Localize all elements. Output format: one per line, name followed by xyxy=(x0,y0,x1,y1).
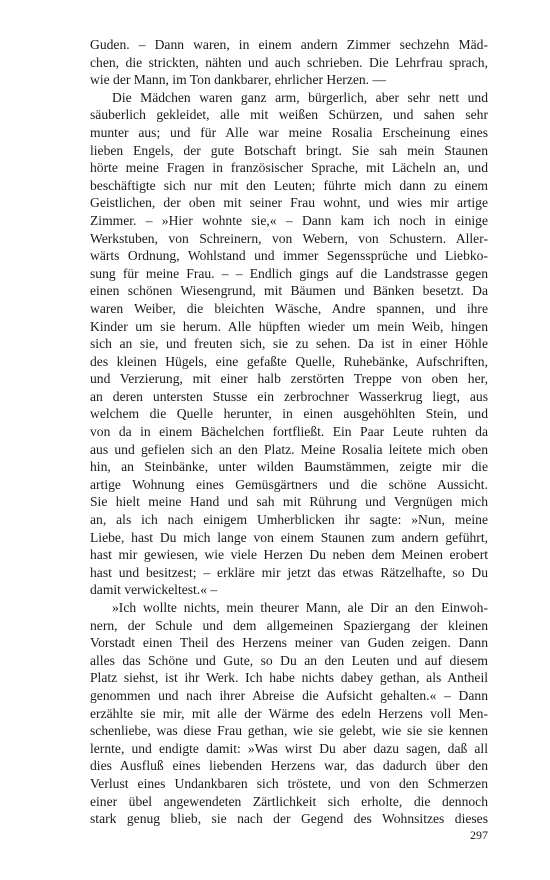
text-line: wie der Mann, im Ton dankbarer, ehrlicher Herzen. –– xyxy=(90,72,387,88)
text-line: lieben Engels, der gute Botschaft bringt. Sie sah mein Staunen xyxy=(90,142,488,158)
text-line: chen, die strickten, nähten und auch schrieben. Die Lehrfrau sprach, xyxy=(90,54,488,70)
text-line: schenliebe, was diese Frau gethan, wie sie gelebt, wie sie sie kennen xyxy=(90,723,488,739)
text-line: munter aus; und für Alle war meine Rosalia Erscheinung eines xyxy=(90,124,488,140)
text-line: säuberlich gekleidet, alle mit weißen Schürzen, und sahen sehr xyxy=(90,107,488,123)
text-line: beschäftigte sich nur mit den Leuten; führte mich dann zu einem xyxy=(90,177,488,193)
text-line: Vorstadt einen Theil des Herzens meiner van Guden zeigen. Dann xyxy=(90,635,488,651)
text-line: des kleinen Hügels, eine gefaßte Quelle, Ruhebänke, Aufschriften, xyxy=(90,353,488,369)
text-line: lernte, und endigte damit: »Was wirst Du aber dazu sagen, daß all xyxy=(90,740,488,756)
text-line: hin, an Steinbänke, unter wilden Baumstämmen, zeigte mir die xyxy=(90,459,488,475)
text-line: waren Weiber, die bleichten Wäsche, Andre spannen, und ihre xyxy=(90,300,488,316)
text-line: Zimmer. – »Hier wohnte sie,« – Dann kam ich noch in einige xyxy=(90,212,488,228)
text-line: einer übel angewendeten Zärtlichkeit sich erholte, die dennoch xyxy=(90,793,488,809)
text-line: Kinder um sie herum. Alle hüpften wieder um mein Weib, hingen xyxy=(90,318,488,334)
text-line: nern, der Schule und dem allgemeinen Spaziergang der kleinen xyxy=(90,617,488,633)
text-line: Verlust eines Undankbaren sich tröstete, und von den Schmerzen xyxy=(90,775,488,791)
text-line: wärts Ordnung, Wohlstand und immer Segenssprüche und Liebko- xyxy=(90,248,488,264)
text-line: Geistlichen, der oben mit seiner Frau wohnt, und wies mir artige xyxy=(90,195,488,211)
text-line: hast mir gewiesen, wie viele Herzen Du neben dem Meinen erobert xyxy=(90,547,488,563)
text-line: hörte meine Fragen in französischer Sprache, mit Lächeln an, und xyxy=(90,160,488,176)
text-line: welchem die Quelle herunter, in einen ausgehöhlten Stein, und xyxy=(90,406,488,422)
text-line: genommen und nach ihrer Abreise die Aufsicht gehalten.« – Dann xyxy=(90,687,488,703)
text-line: einen schönen Wiesengrund, mit Bäumen und Bänken besetzt. Da xyxy=(90,283,488,299)
text-line: Guden. – Dann waren, in einem andern Zimmer sechzehn Mäd- xyxy=(90,37,488,52)
text-line: Werkstuben, von Schreinern, von Webern, von Schustern. Aller- xyxy=(90,230,488,246)
body-text xyxy=(90,36,488,828)
text-line: stark genug blieb, sie nach der Gegend des Wohnsitzes dieses xyxy=(90,811,488,827)
text-line: dies Ausfluß eines liebenden Herzens war, das dadurch über den xyxy=(90,758,488,774)
text-line: Sie hielt meine Hand und sah mit Rührung und Vergnügen mich xyxy=(90,494,488,510)
text-line: und Verzierung, mit einer halb zerstörten Treppe von oben her, xyxy=(90,371,488,387)
text-line: damit verwickeltest.« – xyxy=(90,582,218,598)
text-line: Die Mädchen waren ganz arm, bürgerlich, aber sehr nett und xyxy=(112,89,488,105)
text-line: alles das Schöne und Gute, so Du an den Leuten und auf diesem xyxy=(90,652,488,668)
text-line: von da in einem Bächelchen fortfließt. Ein Paar Leute ruhten da xyxy=(90,424,488,440)
text-line: an, als ich nach einigem Umherblicken ihr sagte: »Nun, meine xyxy=(90,512,488,528)
text-line: sung für meine Frau. – – Endlich gings auf die Landstrasse gegen xyxy=(90,265,488,281)
text-line: »Ich wollte nichts, mein theurer Mann, ale Dir an den Einwoh- xyxy=(112,600,488,615)
text-line: aus und gefielen sich an den Platz. Meine Rosalia leitete mich oben xyxy=(90,441,488,457)
text-line: Platz siehst, ist ihr Werk. Ich habe nichts dabey gethan, als Antheil xyxy=(90,670,488,686)
text-line: an deren untersten Stusse ein zerbrochner Wasserkrug liegt, aus xyxy=(90,388,488,404)
text-line: artige Wohnung eines Gemüsgärtners und die schöne Aussicht. xyxy=(90,476,488,492)
text-line: Liebe, hast Du mich lange von einem Staunen zum andern geführt, xyxy=(90,529,488,545)
text-line: sich an sie, und freuten sich, sie zu sehen. Da ist in einer Höhle xyxy=(90,336,488,352)
page-number: 297 xyxy=(470,828,488,842)
text-line: hast und besitzest; – erkläre mir jetzt das etwas Rätzelhafte, so Du xyxy=(90,564,488,580)
text-line: erzählte sie mir, mit alle der Wärme des edeln Herzens voll Men- xyxy=(90,705,488,721)
